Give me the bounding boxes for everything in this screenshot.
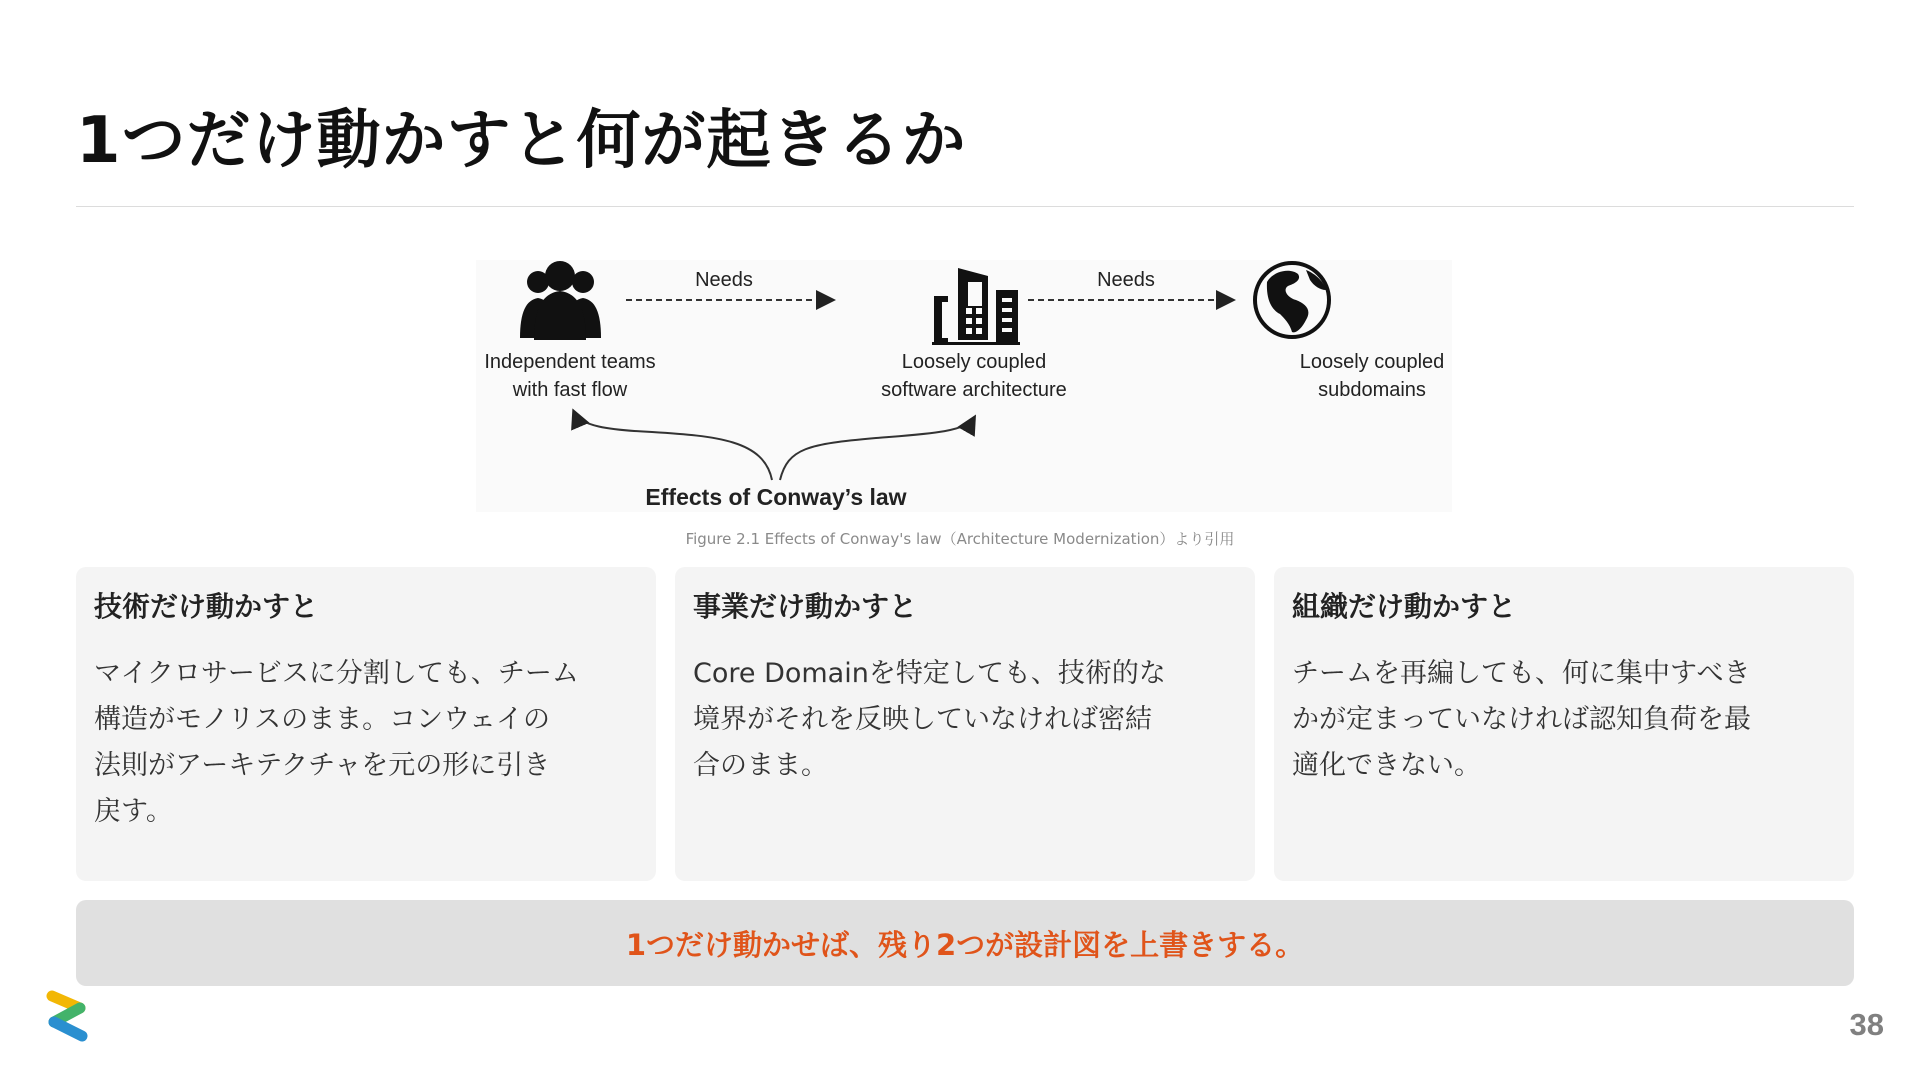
node-label-teams-line1: Independent teams (484, 351, 656, 373)
node-label-architecture-line2: software architecture (881, 379, 1067, 401)
card-body-line: Core Domainを特定しても、技術的な (693, 658, 1166, 689)
card-organization (1274, 567, 1854, 881)
figure-caption: Figure 2.1 Effects of Conway's law（Architecture Modernization）より引用 (685, 530, 1235, 548)
effects-label: Effects of Conway’s law (645, 484, 907, 510)
card-technology (76, 567, 656, 881)
node-label-subdomains-line1: Loosely coupled (1299, 351, 1445, 373)
card-body-line: 境界がそれを反映していなければ密結 (693, 704, 1152, 735)
card-business (675, 567, 1255, 881)
effect-arrow-right (780, 418, 974, 480)
needs-label-2: Needs (1097, 269, 1155, 291)
card-title: 技術だけ動かすと (94, 590, 319, 623)
people-icon (520, 261, 601, 340)
card-body-line: マイクロサービスに分割しても、チーム (94, 658, 579, 689)
card-body-line: チームを再編しても、何に集中すべき (1292, 658, 1751, 689)
page-number: 38 (1849, 1007, 1884, 1042)
conclusion-text: 1つだけ動かせば、残り2つが設計図を上書きする。 (625, 927, 1305, 962)
node-label-subdomains-line2: subdomains (1318, 379, 1426, 401)
slide-title: 1つだけ動かすと何が起きるか (76, 104, 967, 178)
needs-label-1: Needs (695, 269, 753, 291)
card-body-line: 適化できない。 (1292, 750, 1481, 781)
card-title: 組織だけ動かすと (1292, 590, 1517, 623)
card-body-line: 合のまま。 (693, 750, 828, 781)
card-body-line: 法則がアーキテクチャを元の形に引き (94, 750, 551, 781)
node-label-teams-line2: with fast flow (512, 379, 628, 401)
card-body (94, 651, 638, 835)
card-title: 事業だけ動かすと (693, 590, 918, 623)
globe-icon (1255, 263, 1329, 337)
card-body-line: 構造がモノリスのまま。コンウェイの (94, 704, 551, 735)
conway-diagram (476, 260, 1452, 512)
company-logo (46, 990, 94, 1046)
building-icon (932, 268, 1020, 345)
effect-arrow-left (574, 412, 772, 480)
card-body-line: かが定まっていなければ認知負荷を最 (1292, 704, 1751, 735)
card-body (1292, 651, 1836, 789)
node-label-architecture-line1: Loosely coupled (901, 351, 1047, 373)
title-divider (76, 206, 1854, 207)
conclusion-banner (76, 900, 1854, 986)
card-body (693, 651, 1237, 789)
card-body-line: 戻す。 (94, 796, 173, 827)
conway-figure (476, 260, 1452, 512)
